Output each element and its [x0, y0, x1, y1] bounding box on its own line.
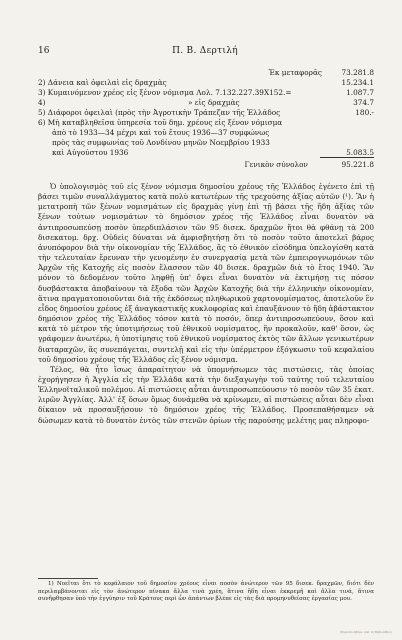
row-label: 4) — [38, 98, 46, 107]
library-watermark: Ψηφιοποιήθηκε από τη Βιβλιοθήκη — [340, 630, 392, 634]
page-header — [38, 46, 372, 58]
running-title: Π. Β. Δερτιλή — [172, 46, 238, 56]
row-value: 180.- — [355, 108, 374, 117]
table-row — [38, 78, 374, 88]
sum-rule — [320, 157, 374, 158]
table-row — [38, 88, 374, 98]
table-row — [38, 108, 374, 118]
total-row — [38, 160, 374, 170]
carried-label: Ἐκ μεταφορᾶς — [268, 68, 322, 77]
row-label: 2) Δάνεια καὶ ὀφειλαὶ εἰς δραχμὰς — [38, 78, 167, 87]
row-label: ἀπὸ τὸ 1933—34 μέχρι καὶ τοῦ ἔτους 1936—37 συμφώνως — [52, 128, 270, 137]
footnote-text: 1) Νοεῖται ὅτι τὸ κεφάλαιον τοῦ δημοσίου χρέους εἶναι ποσὸν ἀνώτερον τῶν 95 δισεκ. δραχμῶν, διότι δὲν περιλαμβάνονται εἰς τὸν ἀνώτερον πίνακα ἄλλα τινὰ χρέη, ἅτινα ἤδη εἶναι ἐκκρεμῆ καὶ ἄλλα τινά, ἅτινα συνῆφθησαν ὑπὸ τὴν ἐγγύησιν τοῦ Κράτους περὶ ὧν ἀπάντων βλέπε εἰς τὰς διὰ προμηνυθείσας ἐργασίας μου. — [38, 581, 374, 603]
paragraph: Ὁ ὑπολογισμὸς τοῦ εἰς ξένον νόμισμα δημοσίου χρέους τῆς Ἑλλάδος ἐγένετο ἐπὶ τῇ βάσει τιμῶν συναλλάγματος κατὰ πολὺ κατωτέρων τῆς τρεχούσης ἀξίας αὐτῶν (¹). Ἂν ἡ μετατροπὴ τῶν ξένων νομισμάτων εἰς δραχμὰς γίνῃ ἐπὶ τῇ βάσει τῆς ἤδη ἀξίας τῶν ξένων τούτων νομισμάτων τὸ δημόσιον χρέος τῆς Ἑλλάδος εἶναι δυνατὸν νὰ ἀντιπροσωπεύσῃ ποσὸν ὑπερδιπλάσιον τῶν 95 δισεκ. δραχμῶν ἤτοι θὰ φθάνῃ τὰ 200 δισεκατομ. δρχ. Οὐδεὶς δύναται νὰ ἀμφισβητήσῃ ὅτι τὸ ποσὸν τοῦτο ἀποτελεῖ βάρος ἀνυπόφορον διὰ τὴν οἰκονομίαν τῆς Ἑλλάδος, ἂς τὸ ἐθνικὸν εἰσόδημα ὑπελογίσθη κατὰ τὴν τελευταίαν ἔρευναν τὴν γενομένην ἐν συνεργασίᾳ μετὰ τῶν ἐμπειρογνωμόνων τῶν Ἀρχῶν τῆς Κατοχῆς εἰς ποσὸν ἔλασσον τῶν 40 δισεκ. δραχμῶν διὰ τὸ ἔτος 1940. Ἂν μόνον τὸ δεδομένον τοῦτο ληφθῇ ὑπ' ὄψει εἶναι δυνατὸν νὰ ἐκτιμήσῃ τις πόσον δυσβάστακτα ἀποβαίνουν τὰ ἔξοδα τῶν Ἀρχῶν Κατοχῆς διὰ τὴν ἑλληνικὴν οἰκονομίαν, ἅτινα πραγματοποιοῦνται διὰ τῆς ἐκδόσεως πληθωρικοῦ χαρτονομίσματος, ἀποτελοῦν ἓν εἶδος δημοσίου χρέους ἐξ ἀναγκαστικῆς κυκλοφορίας καὶ ἐπαυξάνουν τὸ ἤδη ἀβάστακτον δημόσιον χρέος τῆς Ἑλλάδος τόσον κατὰ τὸ ποσόν, ὅπερ ἀντιπροσωπεύουν, ὅσον καὶ κατὰ τὸ μέτρον τῆς ὑποτιμήσεως τοῦ ἐθνικοῦ νομίσματος, ἣν προκαλοῦν, καθ' ὅσον, ὡς γράφομεν ἀνωτέρω, ἡ ὑποτίμησις τοῦ ἐθνικοῦ νομίσματος ἐκτὸς τῶν ἄλλων γενικωτέρων διαταραχῶν, ἃς συνεπάγεται, συντελῇ καὶ εἰς τὴν ὑπέρμετρον ἐξόγκωσιν τοῦ κεφαλαίου τοῦ δημοσίου χρέους τῆς Ἑλλάδος εἰς ξένον νόμισμα. — [38, 182, 374, 364]
row-value: 15.234.1 — [341, 78, 374, 87]
footnote-rule — [38, 578, 98, 579]
table-row — [38, 138, 374, 148]
row-mid: » εἰς δραχμὰς — [188, 98, 240, 107]
total-value: 95.221.8 — [341, 160, 374, 169]
debt-table — [38, 68, 374, 158]
table-row-carried — [38, 68, 374, 78]
table-row — [38, 128, 374, 138]
row-label: καὶ Αὐγούστου 1936 — [52, 148, 129, 157]
total-label: Γενικὸν σύνολον — [244, 160, 308, 169]
row-label: πρὸς τὰς συμφωνίας τοῦ Λονδίνου μηνῶν Νοεμβρίου 1933 — [52, 138, 270, 147]
page-number: 16 — [38, 46, 50, 56]
row-value: 374.7 — [353, 98, 374, 107]
row-value: 1.087.7 — [346, 88, 374, 97]
row-label: 5) Διάφοροι ὀφειλαὶ (πρὸς τὴν Ἀγροτικὴν Τράπεζαν τῆς Ἑλλάδος — [38, 108, 281, 117]
paragraph: Τέλος, θὰ ἦτο ἴσως ἀπαραίτητον νὰ ὑπομνήσωμεν τὰς πιστώσεις, τὰς ὁποίας ἐχορήγησεν ἡ Ἀγγλία εἰς τὴν Ἑλλάδα κατὰ τὴν διεξαγωγὴν τοῦ ταύτης τοῦ τελευταίου Ἑλληνοϊταλικοῦ πολέμου. Αἱ πιστώσεις αὗται ἀντιπροσωπεύουσιν τὸ ποσὸν τῶν 35 ἑκατ. λιρῶν Ἀγγλίας. Ἀλλ' ἐξ ὅσων ὅμως δυνάμεθα νὰ κρίνωμεν, αἱ πιστώσεις αὗται δὲν εἶναι δίκαιον νὰ προσαυξήσουν τὸ δημόσιον χρέος τῆς Ἑλλάδος. Προσεπαθήσαμεν νὰ δώσωμεν κατὰ τὸ δυνατὸν ἐντὸς τῶν στενῶν ὁρίων τῆς παρούσης μελέτης μας πληροφο- — [38, 364, 374, 425]
table-row-total — [38, 160, 374, 170]
row-value: 5.083.5 — [346, 148, 374, 157]
carried-value: 73.281.8 — [341, 68, 374, 77]
body-text — [38, 182, 374, 426]
table-row — [38, 118, 374, 128]
row-label: 3) Κυμαινόμενον χρέος εἰς ξένον νόμισμα Λολ. 7.132.227.39X152.= — [38, 88, 292, 97]
row-label: 6) Μὴ καταβληθεῖσα ὑπηρεσία τοῦ δημ. χρέους εἰς ξένον νόμισμα — [38, 118, 283, 127]
table-row — [38, 98, 374, 108]
footnote — [38, 581, 374, 604]
